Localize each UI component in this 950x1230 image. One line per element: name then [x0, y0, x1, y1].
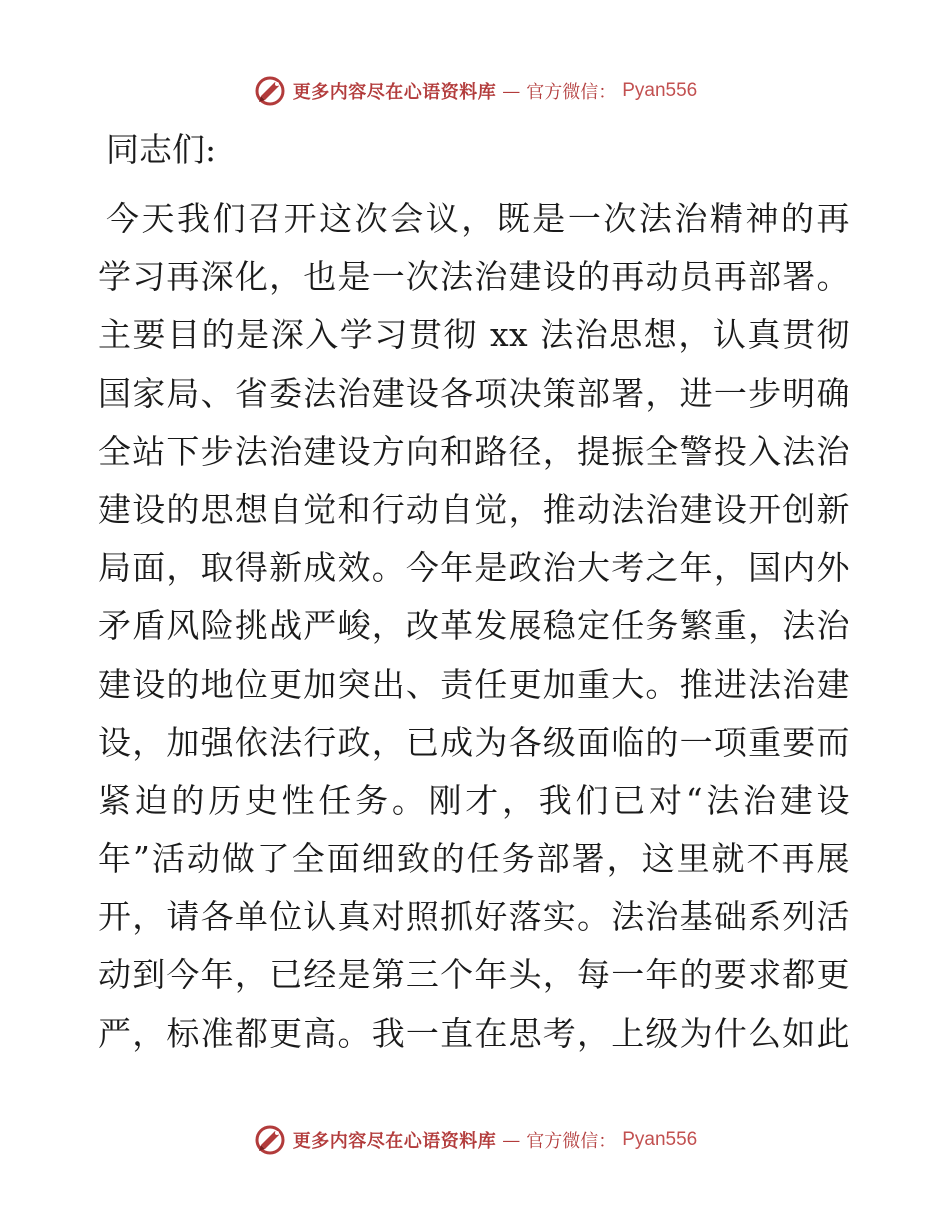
- footer-banner: [0, 1120, 950, 1160]
- banner-title: 更多内容尽在心语资料库: [292, 1131, 497, 1152]
- pen-logo-icon: [253, 1123, 287, 1157]
- body-paragraph: [98, 190, 850, 1063]
- text-line: 主要目的是深入学习贯彻 xx 法治思想，认真贯彻: [98, 315, 850, 355]
- text-line: 年”活动做了全面细致的任务部署，这里就不再展: [98, 839, 850, 879]
- salutation: 同志们:: [106, 130, 217, 169]
- text-line: 今天我们召开这次会议，既是一次法治精神的再: [106, 199, 850, 238]
- banner-wechat-label: 官方微信：: [526, 1131, 617, 1152]
- banner-wechat-id: Pyan556: [622, 80, 698, 101]
- text-line: 建设的地位更加突出、责任更加重大。推进法治建: [98, 664, 850, 704]
- text-line: 紧迫的历史性任务。刚才，我们已对“法治建设: [98, 780, 850, 820]
- text-line: 全站下步法治建设方向和路径，提振全警投入法治: [98, 431, 850, 471]
- text-line: 建设的思想自觉和行动自觉，推动法治建设开创新: [98, 489, 850, 529]
- text-line: 国家局、省委法治建设各项决策部署，进一步明确: [98, 373, 850, 413]
- text-line: 严，标准都更高。我一直在思考，上级为什么如此: [98, 1013, 850, 1053]
- banner-separator: —: [502, 80, 521, 102]
- banner-wechat-id: Pyan556: [622, 1129, 698, 1150]
- text-line: 局面，取得新成效。今年是政治大考之年，国内外: [98, 548, 850, 588]
- text-line: 学习再深化，也是一次法治建设的再动员再部署。: [98, 257, 850, 297]
- banner-wechat-label: 官方微信：: [526, 82, 617, 103]
- banner-separator: —: [502, 1129, 521, 1151]
- text-line: 动到今年，已经是第三个年头，每一年的要求都更: [98, 955, 850, 995]
- pen-logo-icon: [253, 74, 287, 108]
- text-line: 矛盾风险挑战严峻，改革发展稳定任务繁重，法治: [98, 606, 850, 646]
- header-banner: [0, 71, 950, 111]
- text-line: 开，请各单位认真对照抓好落实。法治基础系列活: [98, 897, 850, 937]
- text-line: 设，加强依法行政，已成为各级面临的一项重要而: [98, 722, 850, 762]
- banner-title: 更多内容尽在心语资料库: [292, 82, 497, 103]
